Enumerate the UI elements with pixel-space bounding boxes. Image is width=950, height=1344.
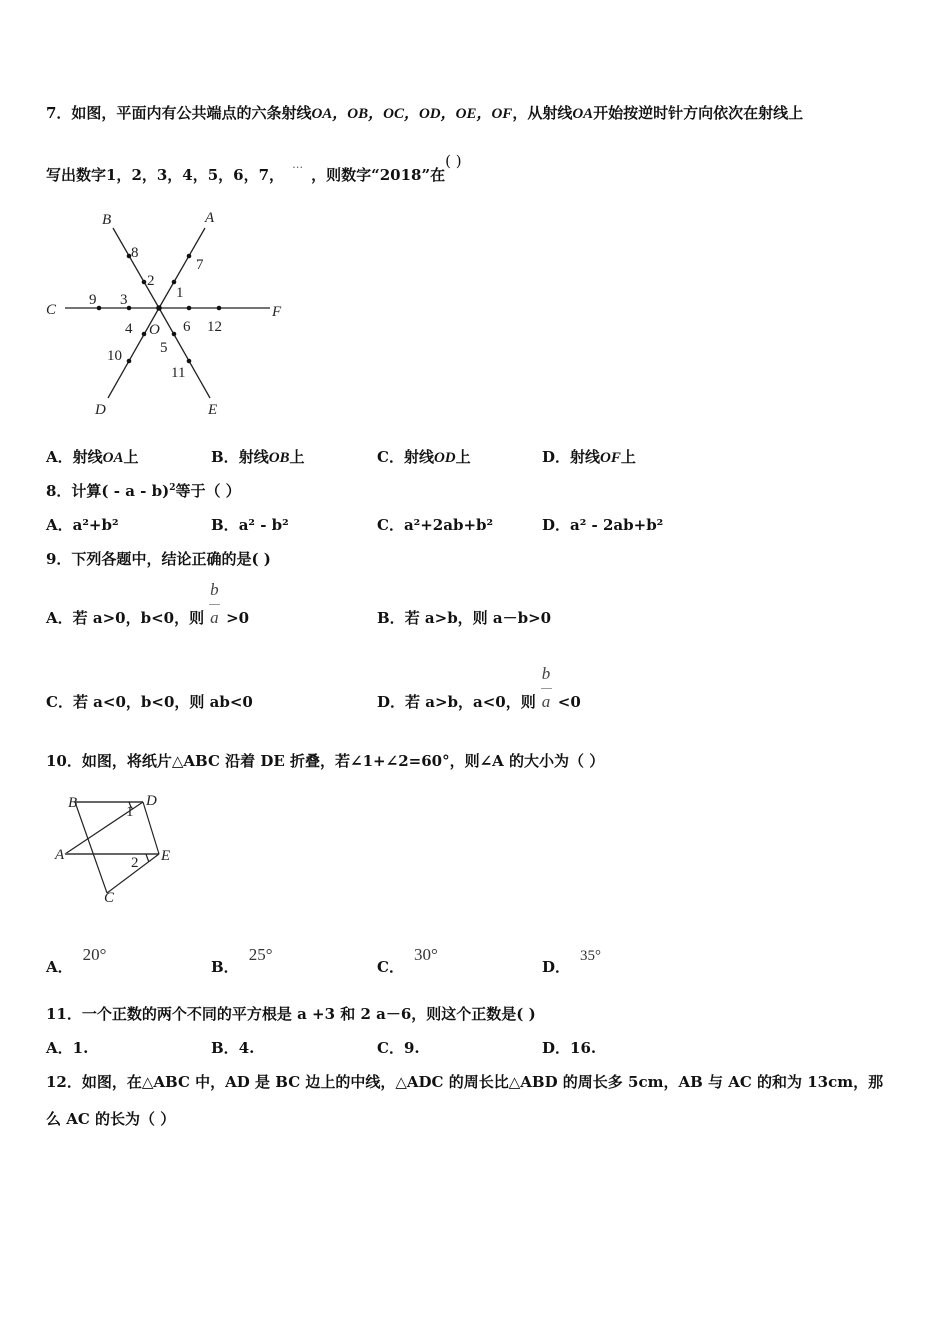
- option-text: 射线: [570, 448, 601, 466]
- point-label-c: C: [46, 302, 57, 318]
- q11-option-d[interactable]: [542, 1037, 596, 1058]
- q7-option-c[interactable]: [377, 446, 471, 467]
- ellipsis: …: [292, 158, 304, 171]
- fraction-numerator: b: [210, 580, 219, 599]
- answer-paren: ( ): [445, 152, 462, 170]
- option-text: a²+b²: [72, 516, 119, 534]
- option-tail: <0: [557, 693, 581, 711]
- point-label-d: D: [95, 402, 106, 418]
- angle-label-1: 1: [126, 804, 134, 820]
- option-text: 20°: [82, 945, 107, 964]
- point-label-e: E: [161, 848, 171, 864]
- option-text: 射线: [238, 448, 269, 466]
- option-letter: A．: [46, 609, 73, 627]
- q8-option-c[interactable]: [377, 514, 493, 535]
- point-label-a: A: [55, 847, 65, 863]
- option-text: 射线: [403, 448, 434, 466]
- option-letter: B．: [211, 448, 239, 466]
- option-ray: OF: [600, 450, 621, 466]
- point-label-e: E: [208, 402, 218, 418]
- fraction-denominator: a: [541, 692, 551, 711]
- option-letter: C．: [377, 448, 404, 466]
- q7-rays: OA，OB，OC，OD，OE，OF: [311, 106, 513, 122]
- q7-option-b[interactable]: [211, 446, 305, 467]
- q8-option-d[interactable]: [542, 514, 663, 535]
- option-letter: C．: [377, 958, 404, 976]
- q8-option-b[interactable]: [211, 514, 289, 535]
- option-text: 35°: [580, 948, 602, 964]
- q10-option-a[interactable]: [46, 945, 107, 977]
- q7-text: ，从射线: [512, 104, 573, 122]
- ray-number-label: 10: [107, 348, 122, 364]
- option-letter: D．: [377, 693, 406, 711]
- fraction-numerator: b: [541, 664, 551, 683]
- option-letter: C．: [377, 516, 404, 534]
- point-label-a: A: [205, 210, 215, 226]
- q7-text: 开始按逆时针方向依次在射线上: [593, 104, 804, 122]
- angle-label-2: 2: [131, 855, 139, 871]
- q10-option-b[interactable]: [211, 945, 273, 977]
- q9-option-d[interactable]: [377, 664, 581, 712]
- ray-number-label: 11: [171, 365, 186, 381]
- point-label-f: F: [272, 304, 282, 320]
- option-text: 射线: [72, 448, 103, 466]
- option-text: 若 a>b，则 a－b>0: [404, 609, 552, 627]
- option-letter: B．: [211, 1039, 239, 1057]
- q7-ray-oa: OA: [572, 106, 594, 122]
- ray-number-label: 12: [207, 319, 222, 335]
- option-ray: OB: [268, 450, 290, 466]
- q11-option-b[interactable]: [211, 1037, 254, 1058]
- option-text: 上: [123, 448, 139, 466]
- option-letter: A．: [46, 958, 73, 976]
- option-text: 上: [455, 448, 471, 466]
- ray-number-label: 1: [176, 285, 184, 301]
- fraction-denominator: a: [210, 608, 219, 627]
- option-tail: >0: [226, 609, 250, 627]
- option-text: 上: [289, 448, 305, 466]
- point-label-d: D: [146, 793, 157, 809]
- ray-number-label: 4: [125, 321, 133, 337]
- ray-number-label: 9: [89, 292, 97, 308]
- exponent: 2: [169, 483, 176, 493]
- option-text: 4.: [238, 1039, 255, 1057]
- q10-option-c[interactable]: [377, 945, 438, 977]
- q12-stem-line2: 么 AC 的长为（ ）: [46, 1110, 176, 1128]
- option-text: 16.: [570, 1039, 597, 1057]
- option-text: 若 a>b，a<0，则: [405, 693, 536, 711]
- option-ray: OA: [102, 450, 124, 466]
- option-text: 1.: [72, 1039, 89, 1057]
- option-text: 30°: [413, 945, 438, 964]
- ray-number-label: 3: [120, 292, 128, 308]
- q7-text: ，则数字“2018”在: [311, 166, 446, 184]
- q11-option-c[interactable]: [377, 1037, 420, 1058]
- point-label-c: C: [104, 890, 115, 906]
- q11-option-a[interactable]: [46, 1037, 88, 1058]
- ray-number-label: 5: [160, 340, 168, 356]
- option-ray: OD: [433, 450, 456, 466]
- option-letter: B．: [377, 609, 405, 627]
- option-letter: D．: [542, 448, 571, 466]
- option-text: 上: [620, 448, 636, 466]
- option-letter: D．: [542, 958, 571, 976]
- option-letter: D．: [542, 1039, 571, 1057]
- option-letter: C．: [377, 1039, 404, 1057]
- option-text: 若 a<0，b<0，则 ab<0: [72, 693, 253, 711]
- q9-stem: 9．下列各题中，结论正确的是( ): [46, 550, 271, 568]
- option-text: 若 a>0，b<0，则: [72, 609, 205, 627]
- q8-text: 8．计算( - a - b): [46, 482, 170, 500]
- q7-option-d[interactable]: [542, 446, 636, 467]
- ray-number-label: 7: [196, 257, 204, 273]
- option-letter: A．: [46, 1039, 73, 1057]
- q10-fold-figure: [0, 0, 220, 910]
- q9-option-b[interactable]: [377, 607, 551, 628]
- q11-stem: 11．一个正数的两个不同的平方根是 a +3 和 2 a－6，则这个正数是( ): [46, 1005, 536, 1023]
- q8-text: 等于（ ）: [175, 482, 241, 500]
- fraction: [540, 664, 554, 712]
- q10-option-d[interactable]: [542, 948, 602, 977]
- point-label-b: B: [68, 795, 78, 811]
- angle-2-arc: [146, 854, 149, 862]
- option-text: 25°: [248, 945, 273, 964]
- option-text: a² - b²: [238, 516, 289, 534]
- ray-number-label: 6: [183, 319, 191, 335]
- fraction-bar: [541, 688, 552, 689]
- segment-de: [143, 802, 159, 854]
- option-letter: A．: [46, 448, 73, 466]
- point-label-b: B: [102, 212, 112, 228]
- option-text: a²+2ab+b²: [403, 516, 494, 534]
- option-letter: B．: [211, 958, 239, 976]
- q12-stem-line1: 12．如图，在△ABC 中，AD 是 BC 边上的中线，△ADC 的周长比△ABD 的周长多 5cm，AB 与 AC 的和为 13cm，那: [46, 1073, 884, 1091]
- q10-stem: 10．如图，将纸片△ABC 沿着 DE 折叠，若∠1+∠2=60°，则∠A 的大小为（ ）: [46, 752, 605, 770]
- segment-cb: [75, 802, 107, 893]
- option-text: 9.: [403, 1039, 420, 1057]
- q7-text: 7．如图，平面内有公共端点的六条射线: [46, 104, 312, 122]
- ray-number-label: 8: [131, 245, 139, 261]
- option-letter: C．: [46, 693, 73, 711]
- option-letter: A．: [46, 516, 73, 534]
- option-text: a² - 2ab+b²: [570, 516, 664, 534]
- option-letter: B．: [211, 516, 239, 534]
- option-letter: D．: [542, 516, 571, 534]
- point-label-o: O: [149, 322, 160, 338]
- q7-text: 写出数字1，2，3，4，5，6，7，: [46, 166, 285, 184]
- ray-number-label: 2: [147, 273, 155, 289]
